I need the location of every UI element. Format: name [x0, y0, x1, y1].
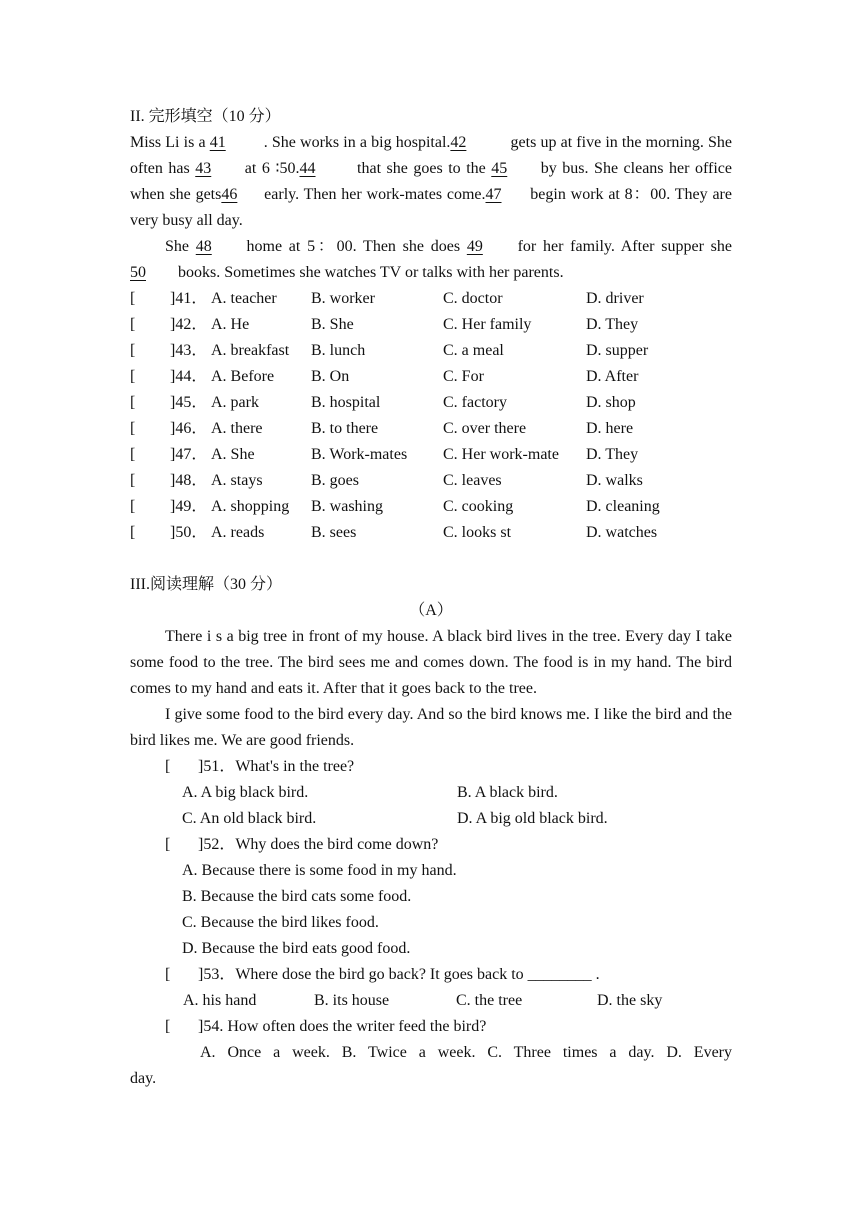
passage-text: early. Then her work-mates come.: [259, 186, 486, 203]
cloze-passage: [130, 130, 732, 286]
question-stem: ]51．What's in the tree?: [198, 758, 355, 775]
question-54-options: A. Once a week. B. Twice a week. C. Three times a day. D. Every: [200, 1044, 732, 1061]
cloze-item-row: [130, 390, 732, 416]
cloze-paragraph-1: [130, 130, 732, 234]
answer-bracket[interactable]: [: [130, 342, 136, 359]
item-number: ]43．: [170, 342, 208, 359]
option-b: B. washing: [311, 498, 383, 515]
option-b: B. Work-mates: [311, 446, 408, 463]
item-number: ]41．: [170, 290, 208, 307]
option-a: A. reads: [211, 524, 265, 541]
part-a-heading: （A）: [409, 602, 453, 619]
passage-text: She: [165, 238, 196, 255]
answer-bracket[interactable]: [: [165, 966, 171, 983]
option-a: A. She: [211, 446, 255, 463]
answer-bracket[interactable]: [: [130, 394, 136, 411]
option-b: B. lunch: [311, 342, 366, 359]
item-number: ]46．: [170, 420, 208, 437]
option-d: D. walks: [586, 472, 643, 489]
cloze-blank-49[interactable]: 49: [466, 238, 483, 255]
cloze-item-row: [130, 312, 732, 338]
option-d: D. They: [586, 316, 639, 333]
cloze-paragraph-2: [130, 234, 732, 286]
option-c: C. Her family: [443, 316, 532, 333]
answer-bracket[interactable]: [: [130, 446, 136, 463]
option-b: B. hospital: [311, 394, 381, 411]
section-3-title: III.阅读理解（30 分）: [130, 576, 282, 593]
option-d: D. cleaning: [586, 498, 660, 515]
item-number: ]48．: [170, 472, 208, 489]
option-d: D. Because the bird eats good food.: [182, 940, 411, 957]
item-number: ]50．: [170, 524, 208, 541]
answer-bracket[interactable]: [: [130, 420, 136, 437]
option-c: C. For: [443, 368, 484, 385]
cloze-blank-47[interactable]: 47: [485, 186, 502, 203]
answer-bracket[interactable]: [: [130, 316, 136, 333]
option-a: A. there: [211, 420, 263, 437]
question-stem: ]53．Where dose the bird go back? It goes back to ________ .: [198, 966, 600, 983]
option-d: D. watches: [586, 524, 658, 541]
question-52: [130, 832, 732, 858]
item-number: ]42．: [170, 316, 208, 333]
answer-bracket[interactable]: [: [165, 836, 171, 853]
cloze-item-row: [130, 338, 732, 364]
option-d: D. shop: [586, 394, 636, 411]
option-d: D. here: [586, 420, 634, 437]
option-d: D. the sky: [597, 992, 663, 1009]
passage-text: Miss Li is a: [130, 134, 210, 151]
section-2-title: II. 完形填空（10 分）: [130, 108, 281, 125]
option-d: D. supper: [586, 342, 649, 359]
option-c: C. the tree: [456, 992, 523, 1009]
option-a: A. his hand: [183, 992, 257, 1009]
answer-bracket[interactable]: [: [130, 498, 136, 515]
item-number: ]45．: [170, 394, 208, 411]
cloze-blank-42[interactable]: 42: [450, 134, 467, 151]
cloze-item-row: [130, 416, 732, 442]
question-51-options-row-2: [130, 806, 732, 832]
cloze-item-row: [130, 494, 732, 520]
option-a: A. park: [211, 394, 259, 411]
option-d: D. A big old black bird.: [457, 810, 608, 827]
option-a: A. Before: [211, 368, 275, 385]
cloze-blank-46[interactable]: 46: [221, 186, 238, 203]
cloze-blank-43[interactable]: 43: [195, 160, 212, 177]
option-c: C. doctor: [443, 290, 503, 307]
option-b: B. sees: [311, 524, 357, 541]
option-a: A. Because there is some food in my hand.: [182, 862, 457, 879]
passage-text: by bus. She cleans her office when she gets: [130, 160, 733, 203]
cloze-blank-50[interactable]: 50: [130, 264, 146, 281]
option-b: B. She: [311, 316, 354, 333]
answer-bracket[interactable]: [: [165, 1018, 171, 1035]
exam-page: [130, 104, 732, 1092]
cloze-options-list: [130, 286, 732, 546]
cloze-blank-44[interactable]: 44: [299, 160, 316, 177]
option-c: C. factory: [443, 394, 507, 411]
option-c: C. looks st: [443, 524, 512, 541]
option-b: B. Because the bird cats some food.: [182, 888, 412, 905]
item-number: ]47．: [170, 446, 208, 463]
cloze-blank-41[interactable]: 41: [209, 134, 226, 151]
option-b: B. to there: [311, 420, 379, 437]
option-d: D. After: [586, 368, 639, 385]
passage-text: for her family. After supper she: [510, 238, 732, 255]
passage-text: that she goes to the: [351, 160, 492, 177]
option-c: C. Because the bird likes food.: [182, 914, 379, 931]
passage-text: home at 5：00. Then she does: [239, 238, 467, 255]
option-b: B. A black bird.: [457, 784, 558, 801]
item-number: ]44．: [170, 368, 208, 385]
option-d: D. driver: [586, 290, 644, 307]
passage-text: gets up at five in the morning. She often has: [130, 134, 732, 177]
cloze-item-row: [130, 442, 732, 468]
cloze-blank-48[interactable]: 48: [195, 238, 212, 255]
cloze-blank-45[interactable]: 45: [491, 160, 508, 177]
answer-bracket[interactable]: [: [130, 368, 136, 385]
question-54-options-wrap: day.: [130, 1070, 157, 1087]
option-c: C. cooking: [443, 498, 514, 515]
option-c: C. An old black bird.: [182, 810, 317, 827]
cloze-item-row: [130, 286, 732, 312]
passage-text: begin work at 8：00. They are very busy all day.: [130, 186, 732, 229]
passage-text: . She works in a big hospital.: [263, 134, 451, 151]
answer-bracket[interactable]: [: [130, 290, 136, 307]
option-c: C. a meal: [443, 342, 504, 359]
question-stem: ]52．Why does the bird come down?: [198, 836, 439, 853]
option-b: B. goes: [311, 472, 359, 489]
option-c: C. leaves: [443, 472, 502, 489]
answer-bracket[interactable]: [: [165, 758, 171, 775]
option-a: A. He: [211, 316, 250, 333]
option-a: A. teacher: [211, 290, 277, 307]
option-b: B. its house: [314, 992, 390, 1009]
cloze-item-row: [130, 364, 732, 390]
option-a: A. shopping: [211, 498, 290, 515]
option-a: A. breakfast: [211, 342, 290, 359]
passage-text: at 6 ∶50.: [239, 160, 300, 177]
option-c: C. over there: [443, 420, 527, 437]
option-a: A. stays: [211, 472, 263, 489]
option-b: B. On: [311, 368, 350, 385]
question-53-options: [130, 988, 732, 1014]
option-c: C. Her work-mate: [443, 446, 559, 463]
option-a: A. A big black bird.: [182, 784, 309, 801]
cloze-item-row: [130, 520, 732, 546]
passage-text: books. Sometimes she watches TV or talks with her parents.: [174, 264, 564, 281]
question-53: [130, 962, 732, 988]
cloze-item-row: [130, 468, 732, 494]
question-54: [130, 1014, 732, 1040]
question-51: [130, 754, 732, 780]
option-d: D. They: [586, 446, 639, 463]
reading-paragraph-1: There i s a big tree in front of my house. A black bird lives in the tree. Every day I take some food to the tree. The bird sees me and comes down. The food is in my hand. The bird comes to my hand and eats it. After that it goes back to the tree.: [130, 628, 732, 697]
item-number: ]49．: [170, 498, 208, 515]
question-51-options-row-1: [130, 780, 732, 806]
option-b: B. worker: [311, 290, 375, 307]
reading-paragraph-2: I give some food to the bird every day. And so the bird knows me. I like the bird and the bird likes me. We are good friends.: [130, 706, 732, 749]
answer-bracket[interactable]: [: [130, 524, 136, 541]
answer-bracket[interactable]: [: [130, 472, 136, 489]
question-stem: ]54. How often does the writer feed the bird?: [198, 1018, 487, 1035]
